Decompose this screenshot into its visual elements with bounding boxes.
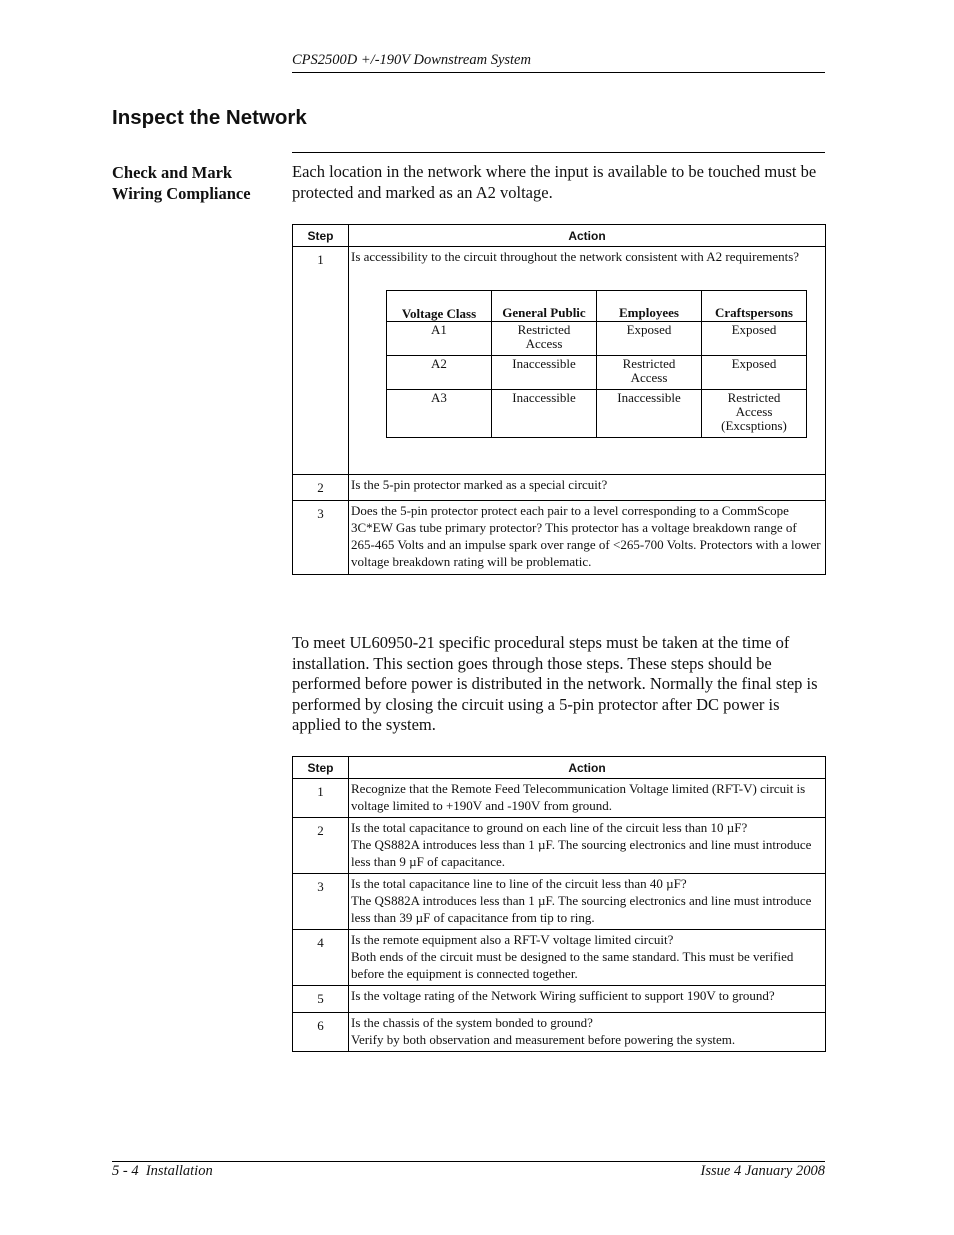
voltage-cell: Exposed — [702, 322, 807, 356]
step-number: 3 — [293, 501, 349, 575]
action-column-header: Action — [349, 225, 826, 247]
step-question: Is the total capacitance line to line of the circuit less than 40 µF? — [351, 876, 687, 891]
header-rule — [292, 72, 825, 73]
voltage-header-cell: General Public — [492, 291, 597, 322]
step-number: 5 — [293, 986, 349, 1013]
step-explanation: Both ends of the circuit must be designed to the same standard. This must be verified before the equipment is connected together. — [351, 949, 794, 981]
footer-section-label: 5 - 4 Installation — [112, 1163, 213, 1179]
step-number: 3 — [293, 874, 349, 930]
table-row — [293, 779, 826, 818]
voltage-cell: Inaccessible — [492, 390, 597, 438]
step-column-header: Step — [293, 225, 349, 247]
intro-paragraph: Each location in the network where the input is available to be touched must be protected and marked as an A2 voltage. — [292, 162, 817, 202]
step-explanation: The QS882A introduces less than 1 µF. The sourcing electronics and line must introduce less than 9 µF of capacitance. — [351, 837, 812, 869]
step-action: Is the 5-pin protector marked as a special circuit? — [349, 475, 826, 501]
voltage-row — [387, 356, 807, 390]
step-explanation: Verify by both observation and measurement before powering the system. — [351, 1032, 736, 1047]
step-number: 1 — [293, 779, 349, 818]
side-heading: Check and Mark Wiring Compliance — [112, 163, 251, 203]
voltage-row — [387, 322, 807, 356]
action-column-header: Action — [349, 757, 826, 779]
table-row — [293, 1013, 826, 1052]
table-row — [293, 818, 826, 874]
step-number: 6 — [293, 1013, 349, 1052]
step-number: 2 — [293, 475, 349, 501]
step-column-header: Step — [293, 757, 349, 779]
table-header-row — [293, 757, 826, 779]
step-action — [349, 874, 826, 930]
voltage-header-cell: Voltage Class — [387, 291, 492, 322]
voltage-cell: Inaccessible — [597, 390, 702, 438]
voltage-cell: A2 — [387, 356, 492, 390]
voltage-header-cell: Craftspersons — [702, 291, 807, 322]
step-action — [349, 818, 826, 874]
step-question: Is the remote equipment also a RFT-V voltage limited circuit? — [351, 932, 674, 947]
step-explanation: The QS882A introduces less than 1 µF. The sourcing electronics and line must introduce less than 39 µF of capacitance from tip to ring. — [351, 893, 812, 925]
voltage-cell: Restricted Access — [597, 356, 702, 390]
table-row — [293, 930, 826, 986]
voltage-cell: Exposed — [597, 322, 702, 356]
voltage-class-table — [386, 290, 807, 438]
step-action — [349, 247, 826, 475]
table-row — [293, 874, 826, 930]
voltage-cell: Exposed — [702, 356, 807, 390]
voltage-cell: A1 — [387, 322, 492, 356]
footer-issue-label: Issue 4 January 2008 — [700, 1163, 825, 1179]
step-action — [349, 930, 826, 986]
step-question: Is the voltage rating of the Network Wiring sufficient to support 190V to ground? — [351, 988, 775, 1003]
step-number: 4 — [293, 930, 349, 986]
voltage-cell: Restricted Access (Excsptions) — [702, 390, 807, 438]
table-row — [293, 475, 826, 501]
page-title: Inspect the Network — [112, 106, 307, 129]
running-header: CPS2500D +/-190V Downstream System — [292, 52, 531, 68]
compliance-steps-table — [292, 224, 826, 575]
voltage-header-row — [387, 291, 807, 322]
table-header-row — [293, 225, 826, 247]
step-action — [349, 1013, 826, 1052]
table-row — [293, 501, 826, 575]
step-number: 2 — [293, 818, 349, 874]
step-number: 1 — [293, 247, 349, 475]
voltage-cell: Restricted Access — [492, 322, 597, 356]
table-row — [293, 986, 826, 1013]
step-action — [349, 779, 826, 818]
table-row — [293, 247, 826, 475]
voltage-header-cell: Employees — [597, 291, 702, 322]
step-action-text: Is accessibility to the circuit throughout the network consistent with A2 requirements? — [351, 249, 800, 264]
ul-compliance-paragraph: To meet UL60950-21 specific procedural steps must be taken at the time of installation. This section goes through those steps. These steps should be performed before power is distributed in the network. Normally the final step is performed by closing the circuit using a 5-pin protector after DC power is applied to the system. — [292, 633, 818, 734]
voltage-cell: A3 — [387, 390, 492, 438]
step-action: Does the 5-pin protector protect each pair to a level corresponding to a CommScope 3C*EW Gas tube primary protector? This protector has a voltage breakdown range of 265-465 Volts and an impulse spark over range of <265-700 Volts. Protectors with a lower voltage breakdown rating will be problematic. — [349, 501, 826, 575]
step-question: Recognize that the Remote Feed Telecommunication Voltage limited (RFT-V) circuit is voltage limited to +190V and -190V from ground. — [351, 781, 806, 813]
voltage-row — [387, 390, 807, 438]
step-action — [349, 986, 826, 1013]
footer-rule — [112, 1161, 825, 1162]
voltage-cell: Inaccessible — [492, 356, 597, 390]
section-rule — [292, 152, 825, 153]
ul-steps-table — [292, 756, 826, 1052]
step-question: Is the total capacitance to ground on each line of the circuit less than 10 µF? — [351, 820, 748, 835]
step-question: Is the chassis of the system bonded to ground? — [351, 1015, 593, 1030]
